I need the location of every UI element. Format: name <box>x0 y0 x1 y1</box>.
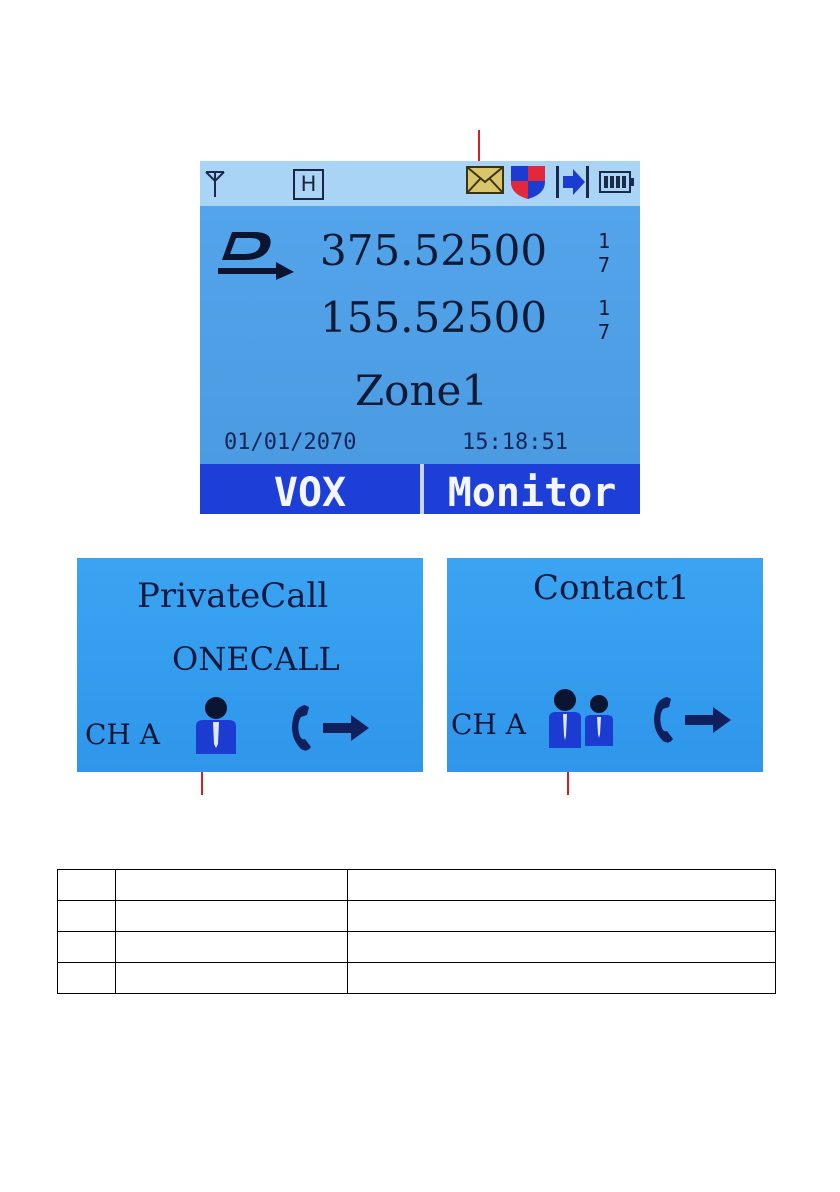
contact-screen <box>447 558 763 772</box>
table-cell <box>116 963 348 994</box>
group-users-icon <box>547 688 617 750</box>
contact-title: Contact1 <box>533 568 690 608</box>
timeslot-a: 1 7 <box>598 229 617 277</box>
antenna-icon <box>204 169 226 199</box>
monitor-softkey[interactable]: Monitor <box>447 470 617 514</box>
table-cell <box>116 901 348 932</box>
message-icon <box>466 166 504 194</box>
table-row <box>58 932 776 963</box>
status-bar <box>200 161 640 206</box>
table-cell <box>348 870 776 901</box>
single-user-icon <box>192 696 240 756</box>
phone-call-icon <box>287 703 371 753</box>
digital-mode-icon <box>216 228 298 280</box>
vox-softkey[interactable]: VOX <box>273 470 347 514</box>
channel-label: CH A <box>85 718 160 751</box>
table-cell <box>348 963 776 994</box>
table-cell <box>116 870 348 901</box>
private-call-screen <box>77 558 423 772</box>
frequency-a: 375.52500 <box>320 226 548 275</box>
icon-legend-table <box>57 869 776 994</box>
table-cell <box>58 870 116 901</box>
encryption-icon <box>509 164 547 200</box>
call-type-label: ONECALL <box>172 640 340 678</box>
phone-call-icon <box>649 695 733 745</box>
table-cell <box>58 932 116 963</box>
zone-name: Zone1 <box>355 366 489 415</box>
table-cell <box>116 932 348 963</box>
softkey-bar <box>200 464 640 514</box>
time-display: 15:18:51 <box>462 430 568 455</box>
private-call-title: PrivateCall <box>137 576 329 616</box>
table-row <box>58 901 776 932</box>
power-level-indicator: H <box>293 169 324 200</box>
radio-main-screen <box>200 161 640 514</box>
frequency-b: 155.52500 <box>320 293 548 342</box>
table-cell <box>348 932 776 963</box>
lcd-display <box>200 206 640 464</box>
relay-icon <box>555 165 591 199</box>
channel-label: CH A <box>451 708 526 741</box>
timeslot-b: 1 7 <box>598 296 617 344</box>
table-cell <box>58 963 116 994</box>
table-cell <box>348 901 776 932</box>
table-cell <box>58 901 116 932</box>
table-row <box>58 870 776 901</box>
battery-icon <box>599 170 635 194</box>
table-row <box>58 963 776 994</box>
date-display: 01/01/2070 <box>224 430 357 455</box>
